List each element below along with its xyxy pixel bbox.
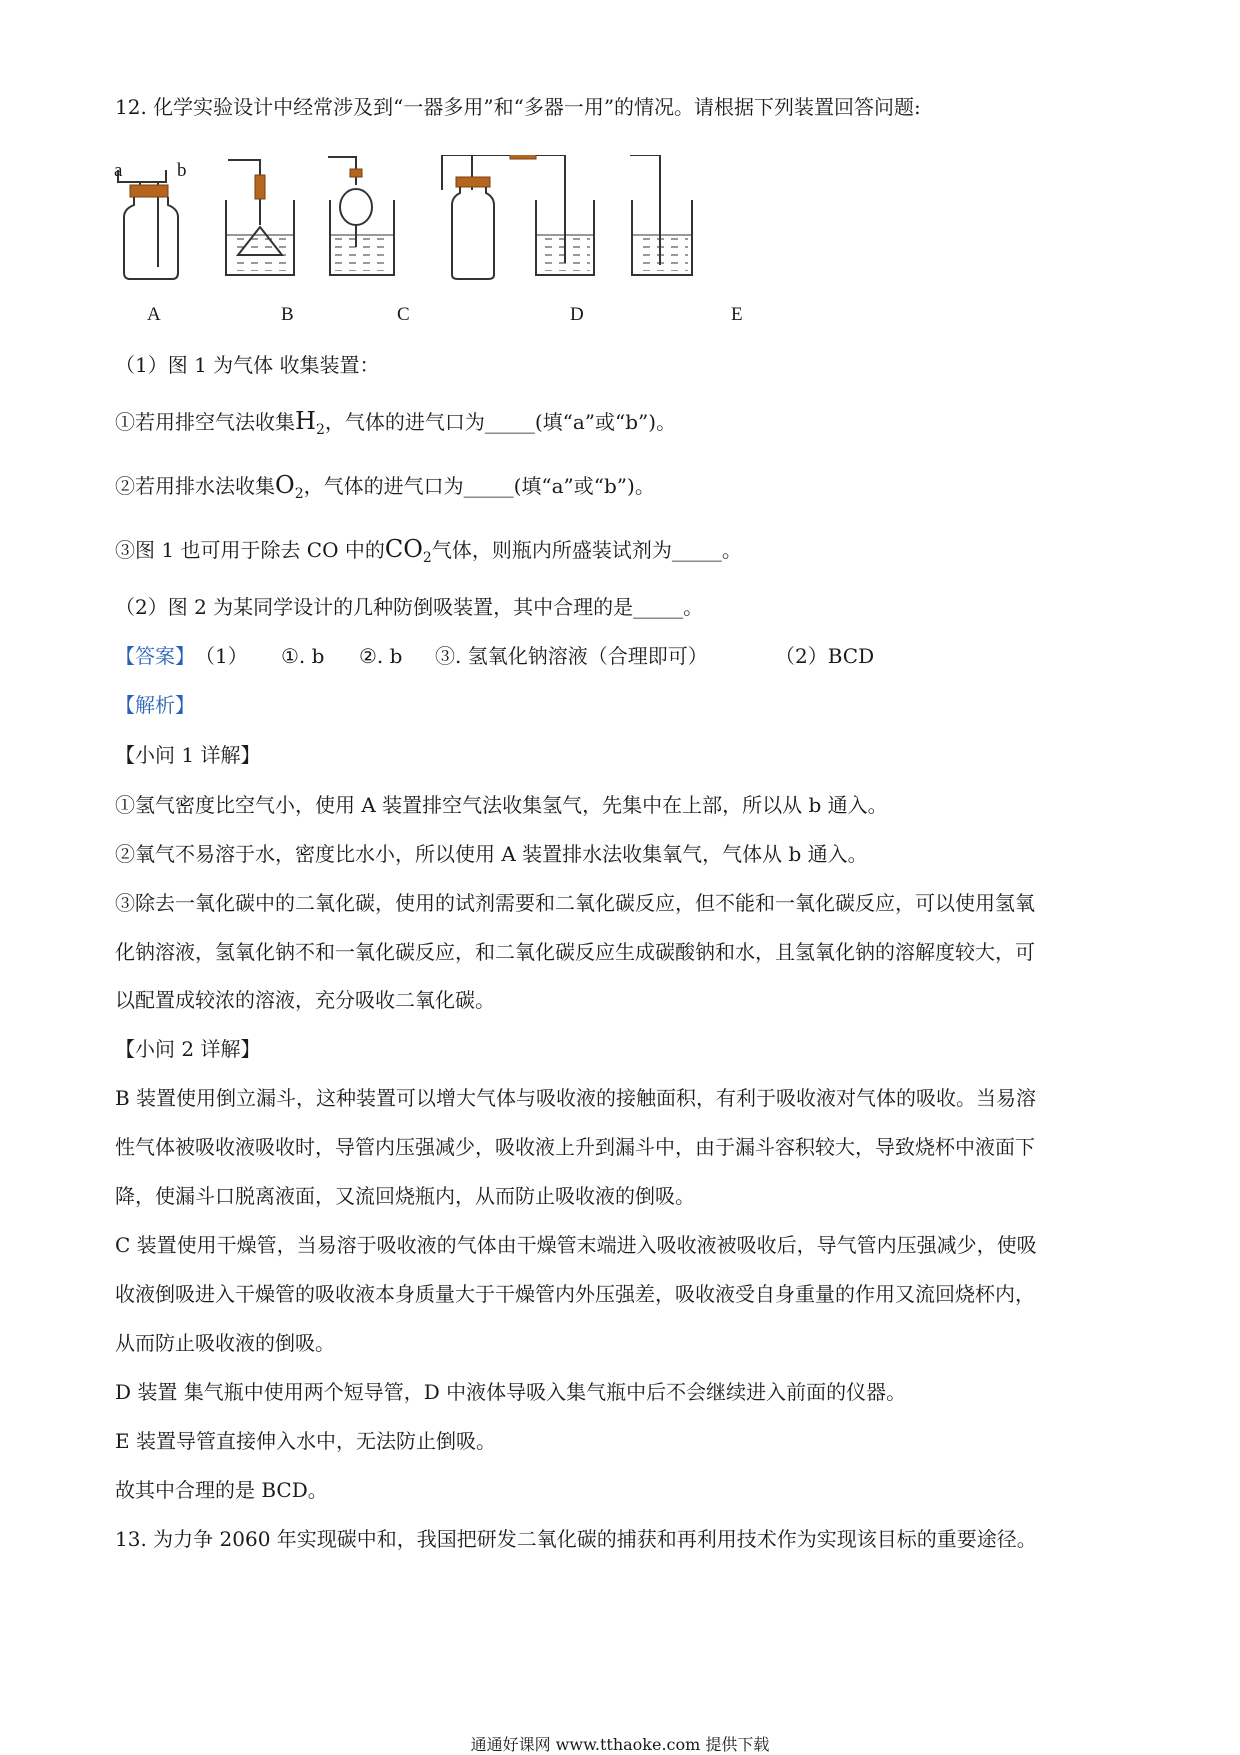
answer-line xyxy=(115,641,1135,671)
question-2-post: ，气体的进气口为_____(填“a”或“b”)。 xyxy=(303,474,655,498)
sub-1-line-4: 化钠溶液，氢氧化钠不和一氧化碳反应，和二氧化碳反应生成碳酸钠和水，且氢氧化钠的溶解度较大，可 xyxy=(115,940,1035,964)
page-footer: 通通好课网 www.tthaoke.com 提供下载 xyxy=(470,1735,770,1754)
stopper-c xyxy=(350,169,362,177)
apparatus-b xyxy=(226,160,294,275)
part-1-prompt: （1）图 1 为气体 收集装置： xyxy=(115,353,380,377)
sub-1-line-3: ③除去一氧化碳中的二氧化碳，使用的试剂需要和二氧化碳反应，但不能和一氧化碳反应，可以使用氢氧 xyxy=(115,891,1035,915)
sub-2-line-3: 降，使漏斗口脱离液面，又流回烧瓶内，从而防止吸收液的倒吸。 xyxy=(115,1184,695,1208)
port-b-label: b xyxy=(177,160,187,181)
answer-tag: 【答案】 xyxy=(115,644,195,668)
question-3-post: 气体，则瓶内所盛装试剂为_____。 xyxy=(431,538,742,562)
apparatus-e xyxy=(630,155,692,275)
figure-label-c: C xyxy=(397,304,410,325)
formula-o2-sub: 2 xyxy=(294,486,304,502)
figure-label-e: E xyxy=(731,304,743,325)
connector-d xyxy=(510,155,536,159)
question-13-title: 13. 为力争 2060 年实现碳中和，我国把研发二氧化碳的捕获和再利用技术作为实现该目标的重要途径。 xyxy=(115,1527,1037,1551)
figure-label-b: B xyxy=(281,304,294,325)
sub-2-line-7: D 装置 集气瓶中使用两个短导管，D 中液体导吸入集气瓶中后不会继续进入前面的仪器。 xyxy=(115,1380,907,1404)
question-12-title: 12. 化学实验设计中经常涉及到“一器多用”和“多器一用”的情况。请根据下列装置回答问题: xyxy=(115,95,921,119)
formula-h2-sub: 2 xyxy=(315,422,325,438)
sub-1-line-1: ①氢气密度比空气小，使用 A 装置排空气法收集氢气，先集中在上部，所以从 b 通入。 xyxy=(115,793,888,817)
figure-label-d: D xyxy=(570,304,584,325)
question-2-line xyxy=(115,470,1135,509)
part-2-prompt: （2）图 2 为某同学设计的几种防倒吸装置，其中合理的是_____。 xyxy=(115,595,704,619)
answer-1: ①. b xyxy=(281,644,325,668)
question-1-pre: ①若用排空气法收集 xyxy=(115,410,295,434)
question-1-post: ，气体的进气口为_____(填“a”或“b”)。 xyxy=(324,410,677,434)
apparatus-c xyxy=(328,157,394,275)
apparatus-d xyxy=(442,155,594,279)
stopper-b xyxy=(255,175,265,199)
sub-2-line-9: 故其中合理的是 BCD。 xyxy=(115,1478,328,1502)
formula-co2: CO xyxy=(384,535,423,563)
port-a-label: a xyxy=(114,160,123,181)
sub-2-line-5: 收液倒吸进入干燥管的吸收液本身质量大于干燥管内外压强差，吸收液受自身重量的作用又流回烧杯内， xyxy=(115,1282,1035,1306)
stopper-d xyxy=(456,177,490,187)
sub-question-1-tag: 【小问 1 详解】 xyxy=(115,743,261,767)
answer-part-1: （1） xyxy=(195,644,248,668)
formula-co2-sub: 2 xyxy=(422,550,432,566)
stopper-a xyxy=(130,185,168,197)
sub-2-line-8: E 装置导管直接伸入水中，无法防止倒吸。 xyxy=(115,1429,496,1453)
question-2-pre: ②若用排水法收集 xyxy=(115,474,275,498)
sub-2-line-2: 性气体被吸收液吸收时，导管内压强减少，吸收液上升到漏斗中，由于漏斗容积较大，导致烧杯中液面下 xyxy=(115,1135,1035,1159)
question-3-line xyxy=(115,534,1135,573)
sub-2-line-6: 从而防止吸收液的倒吸。 xyxy=(115,1331,335,1355)
analysis-tag: 【解析】 xyxy=(115,693,195,717)
figure-label-a: A xyxy=(147,304,161,325)
apparatus-figure xyxy=(110,155,800,330)
sub-question-2-tag: 【小问 2 详解】 xyxy=(115,1037,261,1061)
sub-2-line-4: C 装置使用干燥管，当易溶于吸收液的气体由干燥管末端进入吸收液被吸收后，导气管内压强减少，使吸 xyxy=(115,1233,1037,1257)
sub-1-line-2: ②氧气不易溶于水，密度比水小，所以使用 A 装置排水法收集氧气，气体从 b 通入。 xyxy=(115,842,868,866)
apparatus-a xyxy=(118,170,178,279)
answer-4: （2）BCD xyxy=(775,644,875,668)
answer-3: ③. 氢氧化钠溶液（合理即可） xyxy=(435,644,708,668)
question-1-line xyxy=(115,406,1135,445)
answer-2: ②. b xyxy=(359,644,403,668)
question-3-pre: ③图 1 也可用于除去 CO 中的 xyxy=(115,538,385,562)
formula-o2: O xyxy=(275,471,295,499)
sub-1-line-5: 以配置成较浓的溶液，充分吸收二氧化碳。 xyxy=(115,988,495,1012)
formula-h2: H xyxy=(295,407,316,435)
apparatus-diagram xyxy=(110,155,800,330)
sub-2-line-1: B 装置使用倒立漏斗，这种装置可以增大气体与吸收液的接触面积，有利于吸收液对气体的吸收。当易溶 xyxy=(115,1086,1037,1110)
